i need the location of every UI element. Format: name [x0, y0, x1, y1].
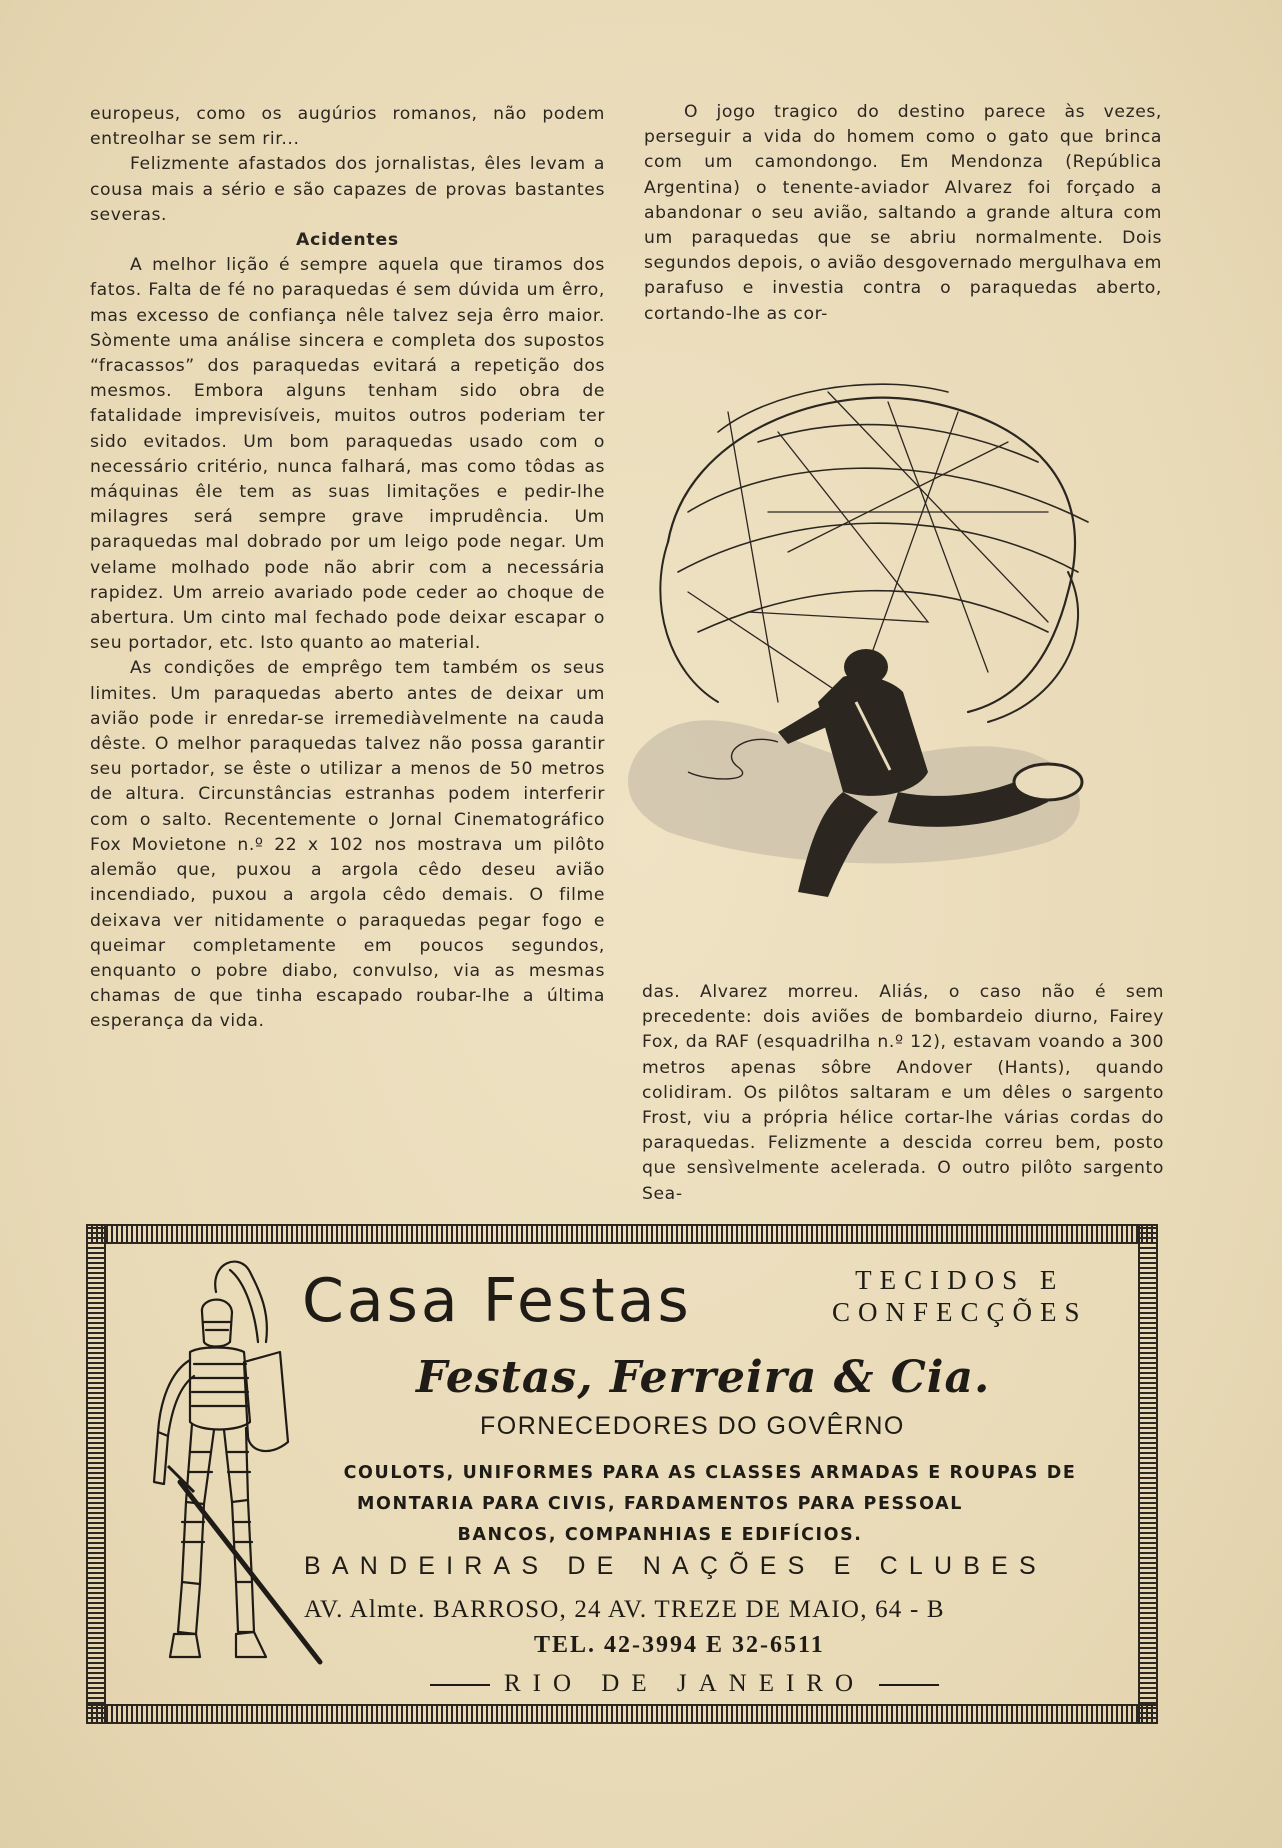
ad-city: [416, 1670, 953, 1698]
ad-phone: TEL. 42-3994 E 32-6511: [534, 1632, 825, 1658]
ad-dash: [879, 1684, 939, 1686]
paragraph: O jogo tragico do destino parece às vezes, perseguir a vida do homem como o gato que brinca com um camondongo. Em Mendonza (República Argentina) o tenente-aviador Alvarez foi forçado a abandonar o seu avião, saltando a grande altura com um paraquedas que se abriu normalmente. Dois segundos depois, o avião desgovernado mergulhava em parafuso e investia contra o paraquedas aberto, cortando-lhe as cor-: [644, 102, 1162, 324]
paragraph: europeus, como os augúrios romanos, não podem entreolhar se sem rir...: [90, 104, 605, 150]
right-text-column-top: [644, 100, 1162, 327]
ad-products-line: BANCOS, COMPANHIAS E EDIFÍCIOS.: [457, 1525, 863, 1545]
ad-border: [86, 1224, 106, 1724]
ad-border: [86, 1704, 1158, 1724]
paragraph: Felizmente afastados dos jornalistas, êles levam a cousa mais a sério e são capazes de provas bastantes severas.: [90, 154, 605, 225]
left-text-column: [90, 102, 605, 1035]
parachute-illustration: [628, 372, 1128, 922]
right-text-column-bottom: [642, 980, 1164, 1207]
ad-subtitle: [832, 1264, 1088, 1328]
ad-border: [1138, 1224, 1158, 1724]
ad-products-line: MONTARIA PARA CIVIS, FARDAMENTOS PARA PESSOAL: [356, 1494, 964, 1514]
ad-border: [86, 1224, 1158, 1244]
knight-illustration: [120, 1252, 330, 1692]
ad-subtitle-line: CONFECÇÕES: [832, 1297, 1088, 1327]
paragraph: As condições de emprêgo tem também os seus limites. Um paraquedas aberto antes de deixar um avião pode ir enredar-se irremediàvelmente na cauda dêste. O melhor paraquedas talvez não possa garantir seu portador, se êste o utilizar a menos de 50 metros de altura. Circunstâncias estranhas podem interferir com o salto. Recentemente o Jornal Cinematográfico Fox Movietone n.º 22 x 102 nos mostrava um pilôto alemão que, puxou a argola cêdo deseu avião incendiado, puxou a argola cêdo demais. O filme deixava ver nitidamente o paraquedas pegar fogo e queimar completamente em poucos segundos, enquanto o pobre diabo, convulso, via as mesmas chamas de que tinha escapado roubar-lhe a última esperança da vida.: [90, 658, 605, 1032]
ad-address: AV. Almte. BARROSO, 24 AV. TREZE DE MAIO, 64 - B: [304, 1596, 945, 1623]
ad-products-line: COULOTS, UNIFORMES PARA AS CLASSES ARMADAS E ROUPAS DE: [343, 1463, 1077, 1483]
ad-city-label: RIO DE JANEIRO: [504, 1670, 866, 1697]
advertisement: [86, 1224, 1158, 1724]
paragraph: das. Alvarez morreu. Aliás, o caso não é sem precedente: dois aviões de bombardeio diurno, Fairey Fox, da RAF (esquadrilha n.º 12), estavam voando a 300 metros apenas sôbre Andover (Hants), quando colidiram. Os pilôtos saltaram e um dêles o sargento Frost, viu a própria hélice cortar-lhe várias cordas do paraquedas. Felizmente a descida correu bem, posto que sensìvelmente acelerada. O outro pilôto sargento Sea-: [642, 982, 1164, 1204]
paragraph: A melhor lição é sempre aquela que tiramos dos fatos. Falta de fé no paraquedas é sem dúvida um êrro, mas excesso de confiança nêle talvez seja êrro maior. Sòmente uma análise sincera e completa dos supostos “fracassos” dos paraquedas evitará a repetição dos mesmos. Embora alguns tenham sido obra de fatalidade imprevisíveis, muitos outros poderiam ter sido evitados. Um bom paraquedas usado com o necessário critério, nunca falhará, mas como tôdas as máquinas êle tem as suas limitações e pedir-lhe milagres será sempre grave imprudência. Um paraquedas mal dobrado por um leigo pode negar. Um velame molhado pode não abrir com a necessária rapidez. Um arreio avariado pode ceder ao choque de abertura. Um cinto mal fechado pode deixar escapar o seu portador, etc. Isto quanto ao material.: [90, 255, 605, 654]
ad-flags-line: BANDEIRAS DE NAÇÕES E CLUBES: [304, 1552, 1047, 1580]
ad-subtitle-line: TECIDOS E: [855, 1265, 1065, 1295]
ad-title: Casa Festas: [302, 1266, 692, 1336]
ad-supplier-line: FORNECEDORES DO GOVÊRNO: [480, 1412, 905, 1440]
ad-dash: [430, 1684, 490, 1686]
section-heading: Acidentes: [296, 230, 399, 251]
ad-firm-name: Festas, Ferreira & Cia.: [416, 1352, 991, 1403]
